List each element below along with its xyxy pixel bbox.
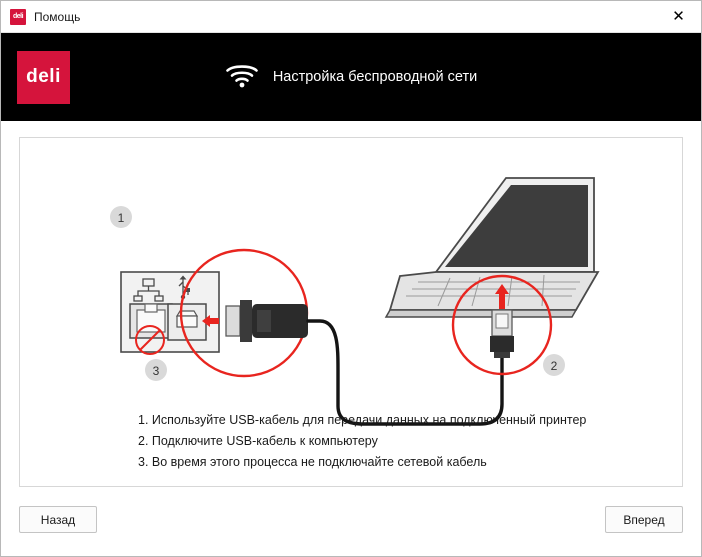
usb-cable bbox=[308, 321, 502, 424]
header-banner bbox=[1, 33, 701, 121]
back-button[interactable]: Назад bbox=[19, 506, 97, 533]
badge-3 bbox=[145, 359, 167, 381]
usb-type-b-port bbox=[168, 304, 206, 340]
usb-cable-connector bbox=[226, 300, 308, 342]
title-bar bbox=[1, 1, 701, 33]
close-icon[interactable]: ✕ bbox=[672, 8, 685, 25]
laptop bbox=[386, 178, 598, 317]
badge-2 bbox=[543, 354, 565, 376]
banner-title: Настройка беспроводной сети bbox=[272, 69, 478, 85]
svg-text:3: 3 bbox=[152, 364, 160, 378]
svg-text:1: 1 bbox=[117, 211, 125, 225]
banner-center-group bbox=[1, 62, 701, 93]
brand-logo-text: deli bbox=[26, 66, 61, 87]
window-title: Помощь bbox=[34, 9, 81, 24]
brand-logo bbox=[17, 51, 70, 104]
wifi-icon bbox=[225, 62, 259, 93]
ethernet-port bbox=[130, 304, 172, 338]
app-icon-text: deli bbox=[12, 13, 24, 20]
step-item-3: 3. Во время этого процесса не подключайте сетевой кабель bbox=[138, 455, 487, 469]
step-item-2: 2. Подключите USB-кабель к компьютеру bbox=[138, 434, 378, 448]
step-item-1: 1. Используйте USB-кабель для передачи данных на подключенный принтер bbox=[138, 413, 587, 427]
steps-list bbox=[138, 410, 586, 473]
svg-text:2: 2 bbox=[550, 359, 558, 373]
badge-1 bbox=[110, 206, 132, 228]
content-area bbox=[1, 121, 701, 494]
footer-bar bbox=[1, 494, 701, 556]
instruction-panel bbox=[19, 137, 683, 487]
deli-app-icon bbox=[10, 9, 26, 25]
usb-type-a-connector bbox=[490, 310, 514, 358]
next-button[interactable]: Вперед bbox=[605, 506, 683, 533]
